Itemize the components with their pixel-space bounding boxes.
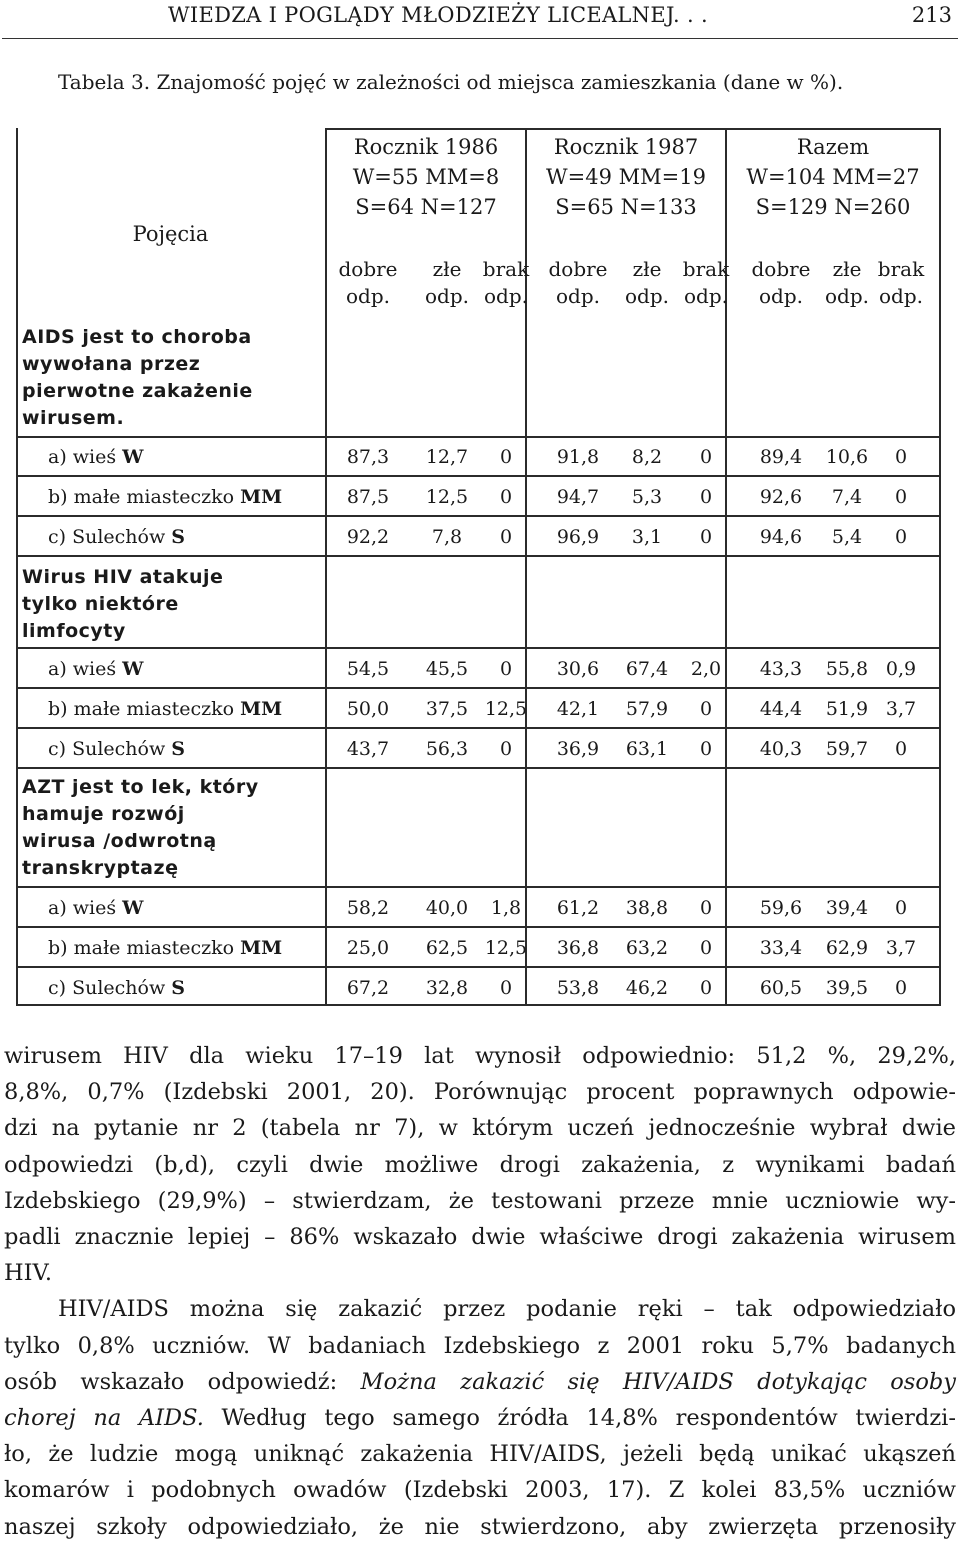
text-span: osób wskazało odpowiedź: (4, 1368, 361, 1395)
table-cell: 0 (699, 977, 713, 999)
table-cell: 96,9 (556, 526, 600, 548)
table-cell: 0 (894, 977, 908, 999)
table-cell: 37,5 (425, 698, 469, 720)
section-title-line: wirusa /odwrotną (22, 830, 217, 852)
table-cell: 36,9 (556, 738, 600, 760)
subcolumn-header-line: złe (632, 257, 662, 281)
table-rule (16, 886, 941, 888)
table-cell: 12,5 (484, 937, 528, 959)
table-cell: 36,8 (556, 937, 600, 959)
table-rule (325, 128, 327, 1006)
table-cell: 94,6 (759, 526, 803, 548)
table-cell: 12,7 (425, 446, 469, 468)
italic-quote: Można zakazić się HIV/AIDS dotykając osoby (360, 1368, 957, 1395)
row-label-code: MM (240, 698, 283, 720)
table-cell: 0 (699, 738, 713, 760)
table-cell: 0 (499, 738, 513, 760)
row-label-code: S (171, 738, 186, 760)
table-cell: 0 (499, 977, 513, 999)
table-cell: 50,0 (346, 698, 390, 720)
table-cell: 0 (699, 698, 713, 720)
table-cell: 43,7 (346, 738, 390, 760)
table-cell: 91,8 (556, 446, 600, 468)
subcolumn-header (614, 256, 680, 310)
table-cell: 12,5 (425, 486, 469, 508)
table-rule (16, 555, 941, 557)
table-cell: 0 (894, 526, 908, 548)
table-cell: 94,7 (556, 486, 600, 508)
table-cell: 0 (894, 486, 908, 508)
subcolumn-header-line: odp. (758, 284, 803, 308)
table-cell: 0 (699, 526, 713, 548)
row-label (48, 446, 144, 468)
table-rule (16, 128, 18, 1006)
table-cell: 54,5 (346, 658, 390, 680)
subcolumn-header-line: dobre (751, 257, 811, 281)
table-cell: 53,8 (556, 977, 600, 999)
table-cell: 0 (499, 526, 513, 548)
table-cell: 55,8 (825, 658, 869, 680)
table-cell: 0 (894, 738, 908, 760)
table-cell: 30,6 (556, 658, 600, 680)
italic-quote: chorej na AIDS. (4, 1405, 204, 1432)
subcolumn-header-line: dobre (548, 257, 608, 281)
data-table (16, 128, 941, 1004)
table-cell: 59,6 (759, 897, 803, 919)
row-label-code: W (122, 897, 144, 919)
table-cell: 5,4 (831, 526, 863, 548)
row-label (48, 897, 144, 919)
section-title-line: tylko niektóre (22, 593, 179, 615)
table-cell: 57,9 (625, 698, 669, 720)
table-cell: 87,5 (346, 486, 390, 508)
text-line: komarów i podobnych owadów (Izdebski 2003, 17). Z kolei 83,5% uczniów (4, 1477, 956, 1504)
row-label-text: b) małe miasteczko (48, 698, 241, 720)
subcolumn-header-line: brak (877, 257, 925, 281)
section-title-line: AZT jest to lek, który (22, 776, 259, 798)
table-cell: 39,4 (825, 897, 869, 919)
group-header: Razem W=104 MM=27 S=129 N=260 (746, 135, 920, 219)
section-title-line: transkryptazę (22, 857, 179, 879)
table-cell: 63,2 (625, 937, 669, 959)
table-cell: 67,2 (346, 977, 390, 999)
subcolumn-header-line: złe (832, 257, 862, 281)
table-rule (16, 647, 941, 649)
text-line (4, 1400, 956, 1436)
row-label (48, 486, 282, 508)
table-cell: 42,1 (556, 698, 600, 720)
table-cell: 62,9 (825, 937, 869, 959)
table-cell: 63,1 (625, 738, 669, 760)
row-label-code: W (122, 658, 144, 680)
subcolumn-header (414, 256, 480, 310)
subcolumn-header-line: odp. (878, 284, 923, 308)
subcolumn-header-line: odp. (555, 284, 600, 308)
section-title (22, 324, 253, 432)
subcolumn-header-line: brak (682, 257, 730, 281)
table-cell: 10,6 (825, 446, 869, 468)
table-rule (16, 515, 941, 517)
table-cell: 51,9 (825, 698, 869, 720)
text-line: odpowiedzi (b,d), czyli dwie możliwe drogi zakażenia, z wynikami badań (4, 1151, 956, 1178)
paragraph (4, 1038, 956, 1291)
table-rule (939, 128, 941, 1006)
row-label (48, 526, 185, 548)
subcolumn-header-line: odp. (424, 284, 469, 308)
section-title-line: wywołana przez (22, 353, 201, 375)
section-title (22, 774, 259, 882)
body-text (4, 1038, 956, 1545)
table-cell: 46,2 (625, 977, 669, 999)
running-head (168, 3, 958, 31)
table-cell: 62,5 (425, 937, 469, 959)
text-line: ło, że ludzie mogą uniknąć zakażenia HIV/AIDS, jeżeli będą unikać ukąszeń (4, 1441, 956, 1468)
table-cell: 67,4 (625, 658, 669, 680)
table-cell: 33,4 (759, 937, 803, 959)
table-cell: 3,7 (885, 937, 917, 959)
text-line: padli znacznie lepiej – 86% wskazało dwie właściwe drogi zakażenia wirusem (4, 1224, 956, 1251)
table-cell: 45,5 (425, 658, 469, 680)
subcolumn-header (328, 256, 408, 310)
table-cell: 7,4 (831, 486, 863, 508)
table-cell: 87,3 (346, 446, 390, 468)
table-cell: 58,2 (346, 897, 390, 919)
subcolumn-header-line: dobre (338, 257, 398, 281)
section-title-line: limfocyty (22, 620, 126, 642)
running-head-title: WIEDZA I POGLĄDY MŁODZIEŻY LICEALNEJ. . . (168, 3, 708, 27)
table-cell: 0 (699, 897, 713, 919)
text-span: Według tego samego źródła 14,8% respondentów twierdzi- (203, 1405, 956, 1432)
table-rule (326, 128, 941, 130)
table-rule (16, 767, 941, 769)
subcolumn-header-line: brak (482, 257, 530, 281)
table-cell: 0 (894, 446, 908, 468)
table-cell: 0 (499, 446, 513, 468)
header-rule (2, 38, 958, 39)
subcolumn-header (481, 256, 531, 310)
subcolumn-header-line: odp. (824, 284, 869, 308)
table-cell: 0 (894, 897, 908, 919)
table-cell: 2,0 (690, 658, 722, 680)
table-cell: 38,8 (625, 897, 669, 919)
text-line: 8,8%, 0,7% (Izdebski 2001, 20). Porównując procent poprawnych odpowie- (4, 1079, 956, 1106)
table-cell: 40,3 (759, 738, 803, 760)
subcolumn-header-line: odp. (345, 284, 390, 308)
table-cell: 92,2 (346, 526, 390, 548)
row-label-text: a) wieś (48, 897, 123, 919)
text-line: wirusem HIV dla wieku 17–19 lat wynosił odpowiednio: 51,2 %, 29,2%, (4, 1043, 956, 1069)
table-cell: 3,1 (631, 526, 663, 548)
table-cell: 44,4 (759, 698, 803, 720)
table-cell: 59,7 (825, 738, 869, 760)
row-label (48, 698, 282, 720)
table-cell: 61,2 (556, 897, 600, 919)
text-line: Izdebskiego (29,9%) – stwierdzam, że testowani przeze mnie uczniowie wy- (4, 1187, 956, 1214)
table-rule (16, 687, 941, 689)
table-caption: Tabela 3. Znajomość pojęć w zależności od miejsca zamieszkania (dane w %). (58, 70, 844, 94)
table-rule (16, 475, 941, 477)
table-rule (16, 1004, 941, 1006)
row-label (48, 658, 144, 680)
subcolumn-header (814, 256, 880, 310)
subcolumn-header-line: złe (432, 257, 462, 281)
section-title-line: hamuje rozwój (22, 803, 185, 825)
row-label (48, 977, 185, 999)
page-number: 213 (911, 3, 952, 27)
section-title-line: AIDS jest to choroba (22, 326, 252, 348)
row-label-text: b) małe miasteczko (48, 937, 241, 959)
subcolumn-header (538, 256, 618, 310)
text-line: tylko 0,8% uczniów. W badaniach Izdebskiego z 2001 roku 5,7% badanych (4, 1332, 956, 1359)
group-header: Rocznik 1987 W=49 MM=19 S=65 N=133 (546, 135, 706, 219)
row-label-text: c) Sulechów (48, 738, 172, 760)
row-label-text: b) małe miasteczko (48, 486, 241, 508)
table-rule (16, 966, 941, 968)
concepts-header: Pojęcia (132, 222, 209, 246)
row-label-text: a) wieś (48, 446, 123, 468)
table-cell: 56,3 (425, 738, 469, 760)
table-cell: 5,3 (631, 486, 663, 508)
table-cell: 92,6 (759, 486, 803, 508)
subcolumn-header (876, 256, 926, 310)
table-cell: 0 (699, 937, 713, 959)
text-line: HIV/AIDS można się zakazić przez podanie ręki – tak odpowiedziało (58, 1296, 956, 1323)
table-cell: 43,3 (759, 658, 803, 680)
row-label-code: W (122, 446, 144, 468)
row-label-code: MM (240, 486, 283, 508)
table-cell: 8,2 (631, 446, 663, 468)
table-cell: 60,5 (759, 977, 803, 999)
row-label-code: MM (240, 937, 283, 959)
table-cell: 1,8 (490, 897, 522, 919)
row-label-code: S (171, 977, 186, 999)
table-cell: 32,8 (425, 977, 469, 999)
table-cell: 3,7 (885, 698, 917, 720)
paragraph (4, 1291, 956, 1544)
section-title-line: pierwotne zakażenie (22, 380, 253, 402)
section-title-line: wirusem. (22, 407, 125, 429)
text-line: naszej szkoły odpowiedziało, że nie stwierdzono, aby zwierzęta przenosiły (4, 1513, 956, 1540)
table-cell: 12,5 (484, 698, 528, 720)
table-cell: 40,0 (425, 897, 469, 919)
group-header: Rocznik 1986 W=55 MM=8 S=64 N=127 (352, 135, 500, 219)
table-cell: 0 (499, 486, 513, 508)
table-cell: 0 (699, 446, 713, 468)
subcolumn-header-line: odp. (624, 284, 669, 308)
row-label-text: c) Sulechów (48, 977, 172, 999)
subcolumn-header (741, 256, 821, 310)
row-label (48, 937, 282, 959)
subcolumn-header-line: odp. (483, 284, 528, 308)
row-label-text: c) Sulechów (48, 526, 172, 548)
subcolumn-header (681, 256, 731, 310)
table-cell: 39,5 (825, 977, 869, 999)
table-cell: 0 (499, 658, 513, 680)
section-title (22, 564, 223, 645)
table-cell: 0 (699, 486, 713, 508)
table-cell: 25,0 (346, 937, 390, 959)
row-label-text: a) wieś (48, 658, 123, 680)
table-cell: 7,8 (431, 526, 463, 548)
table-cell: 0,9 (885, 658, 917, 680)
table-cell: 89,4 (759, 446, 803, 468)
text-line: HIV. (4, 1260, 52, 1287)
row-label (48, 738, 185, 760)
subcolumn-header-line: odp. (683, 284, 728, 308)
section-title-line: Wirus HIV atakuje (22, 566, 224, 588)
text-line (4, 1364, 956, 1400)
table-rule (16, 926, 941, 928)
table-rule (16, 727, 941, 729)
table-rule (16, 436, 941, 438)
row-label-code: S (171, 526, 186, 548)
text-line: dzi na pytanie nr 2 (tabela nr 7), w którym uczeń jednocześnie wybrał dwie (4, 1115, 956, 1142)
